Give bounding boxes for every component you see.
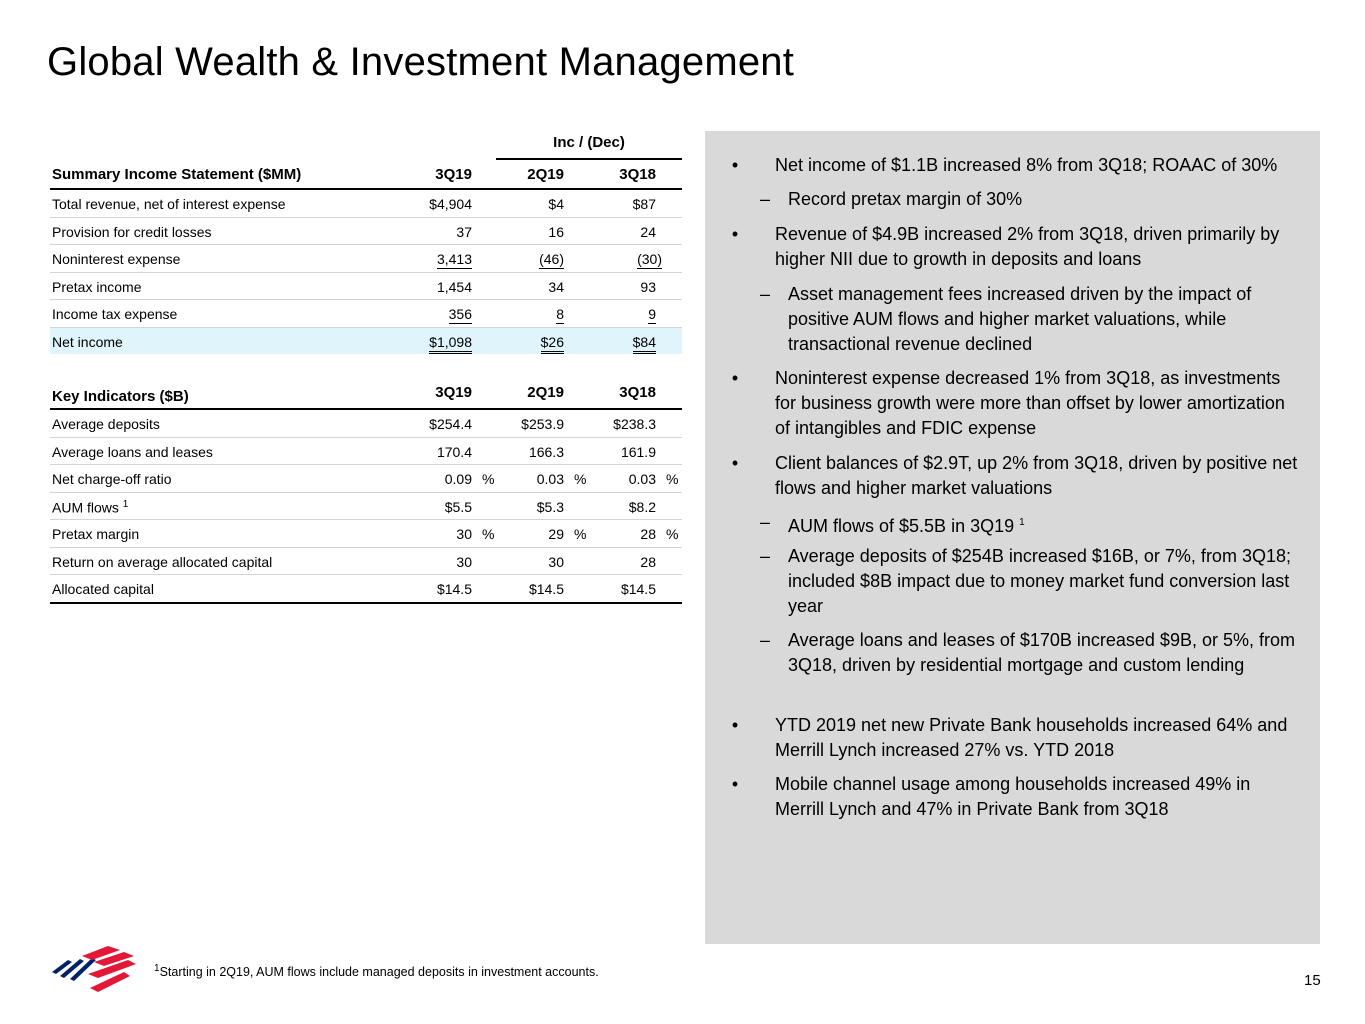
- cell: $254.4: [429, 416, 472, 432]
- sub-bullet-item: [725, 544, 1300, 619]
- dash-marker: –: [759, 284, 770, 304]
- table-row: [50, 273, 682, 301]
- cell: 0.03: [536, 471, 564, 487]
- page-number: 15: [1304, 972, 1321, 989]
- page-title: Global Wealth & Investment Management: [47, 40, 795, 84]
- bank-flag-logo: [48, 946, 136, 994]
- net-income-row: [50, 328, 682, 355]
- cell: (30): [637, 251, 662, 267]
- sub-bullet-item: [725, 282, 1300, 357]
- col-3q19: 3Q19: [435, 384, 472, 401]
- percent-sign: %: [482, 526, 495, 542]
- bullet-text: Net income of $1.1B increased 8% from 3Q18; ROAAC of 30%: [775, 155, 1278, 175]
- sub-bullet-item: [725, 510, 1300, 539]
- cell: $5.5: [444, 498, 472, 515]
- table-row: [50, 300, 682, 328]
- cell: 161.9: [620, 443, 656, 460]
- row-label: Allocated capital: [52, 581, 154, 597]
- cell: $1,098: [429, 334, 472, 354]
- row-label: Average loans and leases: [52, 443, 213, 460]
- dash-marker: –: [759, 189, 770, 209]
- bullet-item: [725, 366, 1300, 441]
- bullet-text: [788, 510, 1300, 539]
- key-indicators-table: [50, 372, 682, 604]
- row-label: Average deposits: [52, 416, 160, 432]
- footnote: [154, 963, 599, 979]
- percent-sign: %: [574, 471, 587, 487]
- indicators-header-label: Key Indicators ($B): [52, 388, 189, 405]
- footnote-text: Starting in 2Q19, AUM flows include managed deposits in investment accounts.: [159, 965, 599, 980]
- row-label: Pretax margin: [52, 526, 140, 542]
- percent-sign: %: [666, 471, 679, 487]
- bullet-text: Average loans and leases of $170B increased $9B, or 5%, from 3Q18, driven by residential mortgage and custom lending: [788, 630, 1295, 675]
- cell: 30: [548, 553, 564, 570]
- sub-bullet-item: [725, 628, 1300, 678]
- row-label: [52, 499, 128, 516]
- cell: 1,454: [436, 278, 472, 295]
- cell: 30: [456, 553, 472, 570]
- cell: $4: [548, 196, 564, 212]
- bullet-item: [725, 451, 1300, 501]
- bullet-text: YTD 2019 net new Private Bank households increased 64% and Merrill Lynch increased 27% vs. YTD 2018: [775, 715, 1288, 760]
- aum-bullet-text: AUM flows of $5.5B in 3Q19: [788, 516, 1015, 536]
- row-label: Net charge-off ratio: [52, 471, 172, 487]
- col-2q19: 2Q19: [527, 384, 564, 401]
- cell: 16: [548, 223, 564, 240]
- table-row: [50, 190, 682, 218]
- inc-dec-header: Inc / (Dec): [496, 134, 682, 160]
- indicators-header-row: [50, 372, 682, 410]
- row-label: Return on average allocated capital: [52, 553, 273, 570]
- income-header-row: [50, 158, 682, 190]
- dash-marker: –: [759, 512, 770, 532]
- bullet-item: [725, 772, 1300, 822]
- bullet-item: [725, 153, 1300, 178]
- footnote-ref: 1: [1019, 517, 1025, 528]
- cell: 30: [456, 526, 472, 542]
- cell: 9: [648, 306, 656, 322]
- cell: 28: [640, 553, 656, 570]
- table-row: [50, 465, 682, 493]
- cell: $238.3: [613, 416, 656, 432]
- bullet-marker: •: [731, 368, 739, 388]
- percent-sign: %: [574, 526, 587, 542]
- col-3q18: 3Q18: [619, 166, 656, 183]
- bullet-marker: •: [731, 224, 739, 244]
- income-statement-table: [50, 158, 682, 354]
- cell: $26: [541, 334, 564, 354]
- row-label: Total revenue, net of interest expense: [52, 196, 286, 212]
- cell: 166.3: [528, 443, 564, 460]
- cell: 34: [548, 278, 564, 295]
- row-label: Noninterest expense: [52, 251, 181, 267]
- table-row: [50, 438, 682, 466]
- bullet-marker: •: [731, 453, 739, 473]
- cell: 8: [556, 306, 564, 322]
- table-row: [50, 520, 682, 548]
- cell: $8.2: [628, 498, 656, 515]
- income-header-label: Summary Income Statement ($MM): [52, 166, 302, 183]
- cell: 37: [456, 223, 472, 240]
- col-3q18: 3Q18: [619, 384, 656, 401]
- sub-bullet-item: [725, 187, 1300, 212]
- footnote-ref: 1: [122, 498, 129, 510]
- bullet-marker: •: [731, 715, 739, 735]
- cell: 29: [548, 526, 564, 542]
- dash-marker: –: [759, 546, 770, 566]
- row-label: Pretax income: [52, 278, 142, 295]
- bullet-text: Mobile channel usage among households increased 49% in Merrill Lynch and 47% in Private Bank from 3Q18: [775, 774, 1251, 819]
- footnote-number: 1: [154, 963, 160, 974]
- cell: $14.5: [528, 581, 564, 597]
- cell: $14.5: [620, 581, 656, 597]
- cell: 24: [640, 223, 656, 240]
- cell: 0.03: [628, 471, 656, 487]
- table-row: [50, 218, 682, 246]
- bullet-text: Client balances of $2.9T, up 2% from 3Q18, driven by positive net flows and higher market valuations: [775, 453, 1298, 498]
- row-label: Income tax expense: [52, 306, 178, 322]
- cell: $5.3: [536, 498, 564, 515]
- cell: 0.09: [444, 471, 472, 487]
- bullet-item: [725, 222, 1300, 272]
- cell: 356: [448, 306, 472, 322]
- dash-marker: –: [759, 630, 770, 650]
- cell: $87: [632, 196, 656, 212]
- table-row: [50, 410, 682, 438]
- cell: $14.5: [436, 581, 472, 597]
- bullet-text: Record pretax margin of 30%: [788, 189, 1023, 209]
- cell: 3,413: [436, 251, 472, 267]
- table-row: [50, 548, 682, 576]
- bullet-marker: •: [731, 155, 739, 175]
- cell: 170.4: [436, 443, 472, 460]
- bullet-marker: •: [731, 774, 739, 794]
- row-label: Net income: [52, 333, 123, 350]
- cell: $253.9: [521, 416, 564, 432]
- bullet-text: Revenue of $4.9B increased 2% from 3Q18, driven primarily by higher NII due to growth in deposits and loans: [775, 224, 1280, 269]
- table-row: [50, 575, 682, 604]
- cell: 28: [640, 526, 656, 542]
- percent-sign: %: [666, 526, 679, 542]
- col-3q19: 3Q19: [435, 166, 472, 183]
- cell: $84: [633, 334, 656, 354]
- cell: (46): [539, 251, 564, 267]
- cell: $4,904: [429, 196, 472, 212]
- bullet-item: [725, 713, 1300, 763]
- bullet-text: Average deposits of $254B increased $16B, or 7%, from 3Q18; included $8B impact due to money market fund conversion last year: [788, 546, 1291, 616]
- bullet-text: Noninterest expense decreased 1% from 3Q18, as investments for business growth were more than offset by lower amortization of intangibles and FDIC expense: [775, 368, 1285, 438]
- commentary-panel: [705, 131, 1320, 944]
- row-label: Provision for credit losses: [52, 223, 212, 240]
- col-2q19: 2Q19: [527, 166, 564, 183]
- bullet-text: Asset management fees increased driven by the impact of positive AUM flows and higher market valuations, while transactional revenue declined: [788, 284, 1252, 354]
- table-row: [50, 493, 682, 521]
- percent-sign: %: [482, 471, 495, 487]
- table-row: [50, 245, 682, 273]
- aum-flows-label: AUM flows: [52, 499, 119, 516]
- cell: 93: [640, 278, 656, 295]
